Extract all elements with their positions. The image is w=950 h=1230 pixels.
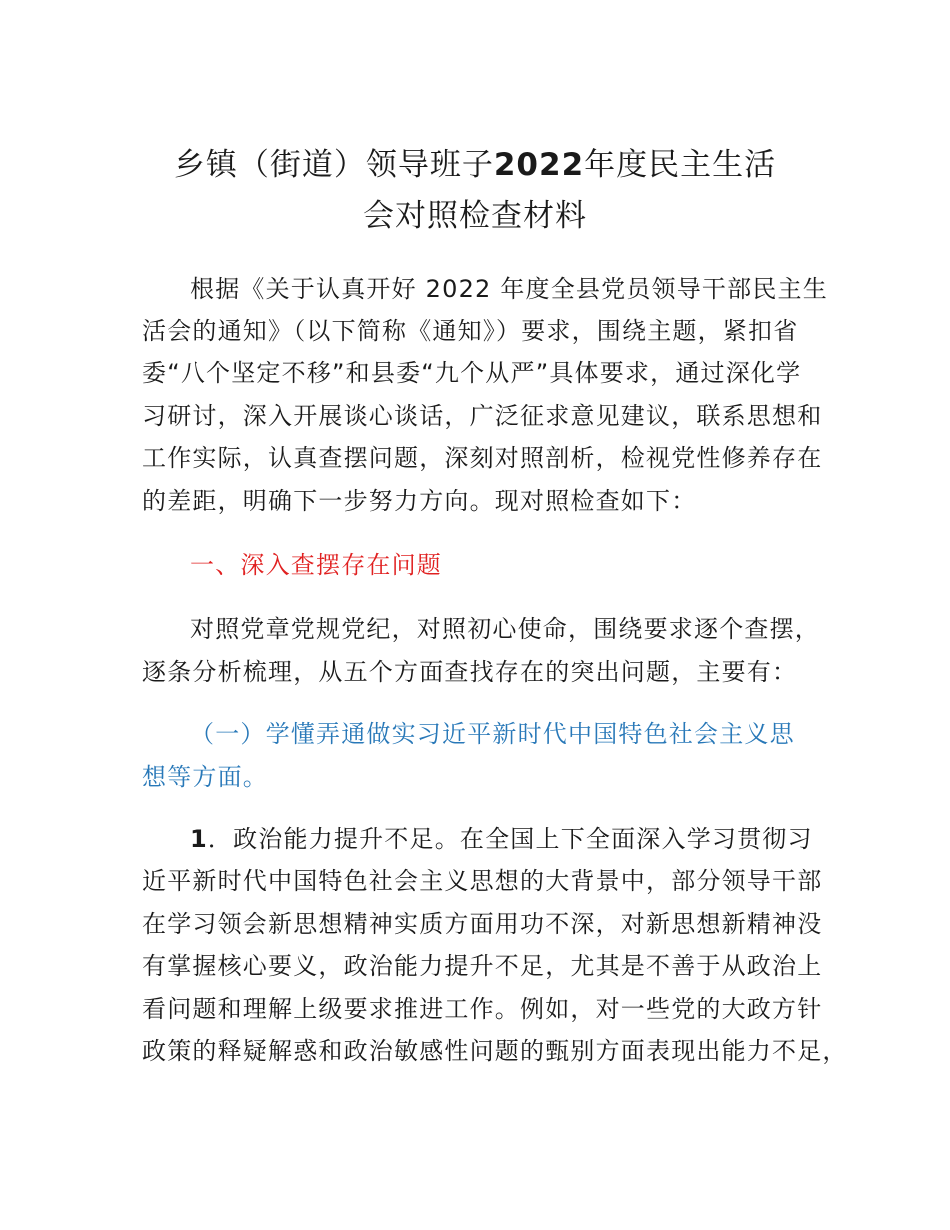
title-year: 2022 — [493, 147, 585, 183]
item-number: 1 — [190, 825, 208, 853]
title-prefix: 乡镇（街道）领导班子 — [173, 147, 494, 183]
item-line: 近平新时代中国特色社会主义思想的大背景中，部分领导干部 — [142, 867, 823, 895]
intro-line: 活会的通知》（以下简称《通知》）要求，围绕主题，紧扣省 — [142, 317, 799, 345]
intro-line: 工作实际，认真查摆问题，深刻对照剖析，检视党性修养存在 — [142, 444, 823, 472]
item-first-line-text: ．政治能力提升不足。在全国上下全面深入学习贯彻习 — [207, 825, 813, 853]
item-line: 政策的释疑解惑和政治敏感性问题的甄别方面表现出能力不足， — [142, 1037, 848, 1065]
intro-line: 的差距，明确下一步努力方向。现对照检查如下： — [142, 487, 697, 515]
section-heading: 一、深入查摆存在问题 — [190, 551, 442, 579]
intro-line: 习研讨，深入开展谈心谈话，广泛征求意见建议，联系思想和 — [142, 402, 823, 430]
item-line: 在学习领会新思想精神实质方面用功不深，对新思想新精神没 — [142, 910, 823, 938]
document-title-line-1 — [100, 142, 850, 188]
item-line: 看问题和理解上级要求推进工作。例如，对一些党的大政方针 — [142, 995, 823, 1023]
document-title-line-2: 会对照检查材料 — [363, 198, 587, 234]
intro-line: 委“八个坚定不移”和县委“九个从严”具体要求，通过深化学 — [142, 359, 802, 387]
subsection-heading-line: （一）学懂弄通做实习近平新时代中国特色社会主义思 — [190, 720, 795, 748]
section-paragraph-line: 逐条分析梳理，从五个方面查找存在的突出问题，主要有： — [142, 658, 798, 686]
item-line: 有掌握核心要义，政治能力提升不足，尤其是不善于从政治上 — [142, 952, 823, 980]
intro-line: 根据《关于认真开好 2022 年度全县党员领导干部民主生 — [190, 275, 828, 303]
item-first-line — [190, 822, 813, 856]
section-paragraph-line: 对照党章党规党纪，对照初心使命，围绕要求逐个查摆， — [190, 615, 820, 643]
title-suffix: 年度民主生活 — [584, 147, 777, 183]
subsection-heading-line: 想等方面。 — [142, 763, 268, 791]
